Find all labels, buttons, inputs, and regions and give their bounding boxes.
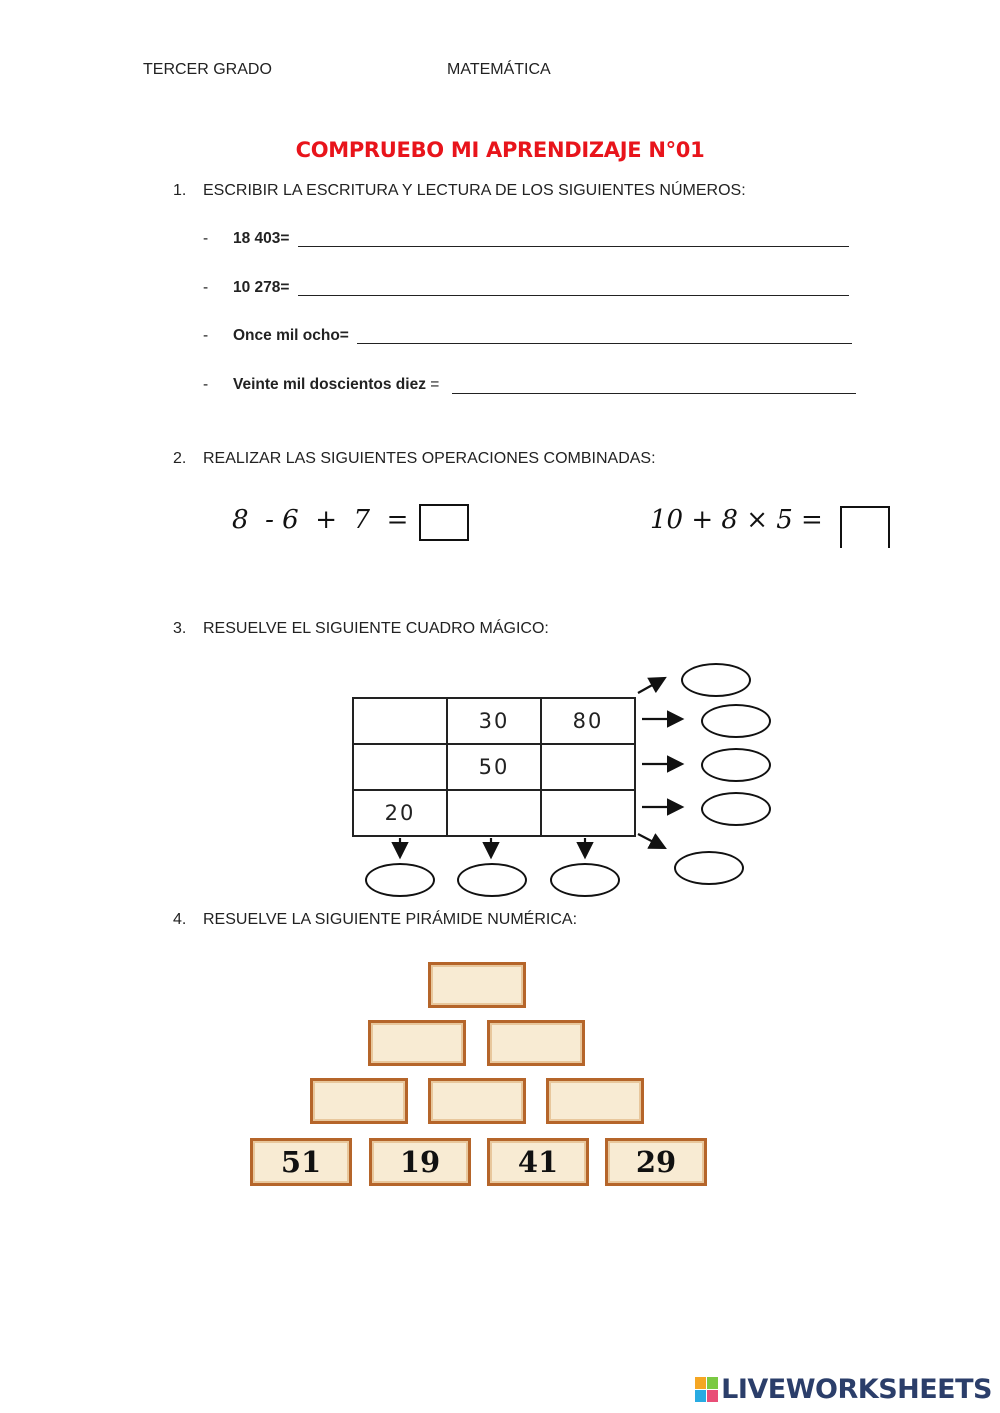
- q1-item-2-label: 10 278=: [233, 279, 290, 296]
- diagonal-up-arrow-icon: [638, 679, 663, 693]
- col-1-answer-oval[interactable]: [365, 863, 435, 897]
- pyramid-base-brick-4: 29: [605, 1138, 707, 1186]
- q1-item-4-label: Veinte mil doscientos diez: [233, 376, 426, 393]
- question-4: [173, 911, 577, 929]
- q1-item-2: - 10 278=: [203, 279, 290, 296]
- question-3: [173, 620, 549, 638]
- grade-label: TERCER GRADO: [143, 61, 272, 78]
- liveworksheets-wordmark: LIVEWORKSHEETS: [721, 1374, 992, 1405]
- pyramid-top-brick[interactable]: [428, 962, 526, 1008]
- q1-answer-line-1[interactable]: [298, 230, 849, 247]
- q1-item-3: - Once mil ocho=: [203, 327, 349, 344]
- operation-2: 10 + 8 × 5 =: [650, 505, 823, 535]
- operation-2-answer-box[interactable]: [840, 506, 890, 548]
- question-3-text: RESUELVE EL SIGUIENTE CUADRO MÁGICO:: [203, 620, 549, 637]
- question-4-number: 4.: [173, 911, 187, 928]
- pyramid-base-brick-1: 51: [250, 1138, 352, 1186]
- question-4-text: RESUELVE LA SIGUIENTE PIRÁMIDE NUMÉRICA:: [203, 911, 578, 928]
- pyramid-row3-brick-2[interactable]: [428, 1078, 526, 1124]
- q1-answer-line-4[interactable]: [452, 377, 856, 394]
- question-1-number: 1.: [173, 182, 187, 199]
- q1-item-1: - 18 403=: [203, 230, 290, 247]
- liveworksheets-logo: [695, 1374, 992, 1405]
- diagonal-down-answer-oval[interactable]: [674, 851, 744, 885]
- page-title: COMPRUEBO MI APRENDIZAJE N°01: [295, 138, 705, 162]
- pyramid-row2-brick-1[interactable]: [368, 1020, 466, 1066]
- col-3-answer-oval[interactable]: [550, 863, 620, 897]
- row-2-answer-oval[interactable]: [701, 748, 771, 782]
- col-2-answer-oval[interactable]: [457, 863, 527, 897]
- pyramid-base-brick-2: 19: [369, 1138, 471, 1186]
- pyramid-base-brick-3: 41: [487, 1138, 589, 1186]
- pyramid-row3-brick-1[interactable]: [310, 1078, 408, 1124]
- magic-cell-r1c3: 80: [541, 698, 635, 744]
- q1-item-1-label: 18 403=: [233, 230, 290, 247]
- question-1: [173, 182, 746, 200]
- operation-1: 8 - 6 + 7 =: [232, 505, 409, 535]
- magic-cell-r3c1: 20: [353, 790, 447, 836]
- row-3-answer-oval[interactable]: [701, 792, 771, 826]
- pyramid-row3-brick-3[interactable]: [546, 1078, 644, 1124]
- q1-answer-line-3[interactable]: [357, 327, 852, 344]
- row-1-answer-oval[interactable]: [701, 704, 771, 738]
- question-2-number: 2.: [173, 450, 187, 467]
- diagonal-up-answer-oval[interactable]: [681, 663, 751, 697]
- pyramid-row2-brick-2[interactable]: [487, 1020, 585, 1066]
- q1-item-4: - Veinte mil doscientos diez =: [203, 376, 440, 393]
- question-3-number: 3.: [173, 620, 187, 637]
- liveworksheets-badge-icon: [695, 1377, 719, 1403]
- diagonal-down-arrow-icon: [638, 834, 663, 847]
- operation-1-answer-box[interactable]: [419, 504, 469, 541]
- q1-answer-line-2[interactable]: [298, 279, 849, 296]
- question-2: [173, 450, 656, 468]
- subject-label: MATEMÁTICA: [447, 61, 551, 78]
- question-1-text: ESCRIBIR LA ESCRITURA Y LECTURA DE LOS SIGUIENTES NÚMEROS:: [203, 182, 746, 199]
- magic-cell-r2c2: 50: [447, 744, 541, 790]
- question-2-text: REALIZAR LAS SIGUIENTES OPERACIONES COMBINADAS:: [203, 450, 656, 467]
- q1-item-3-label: Once mil ocho=: [233, 327, 349, 344]
- magic-cell-r1c2: 30: [447, 698, 541, 744]
